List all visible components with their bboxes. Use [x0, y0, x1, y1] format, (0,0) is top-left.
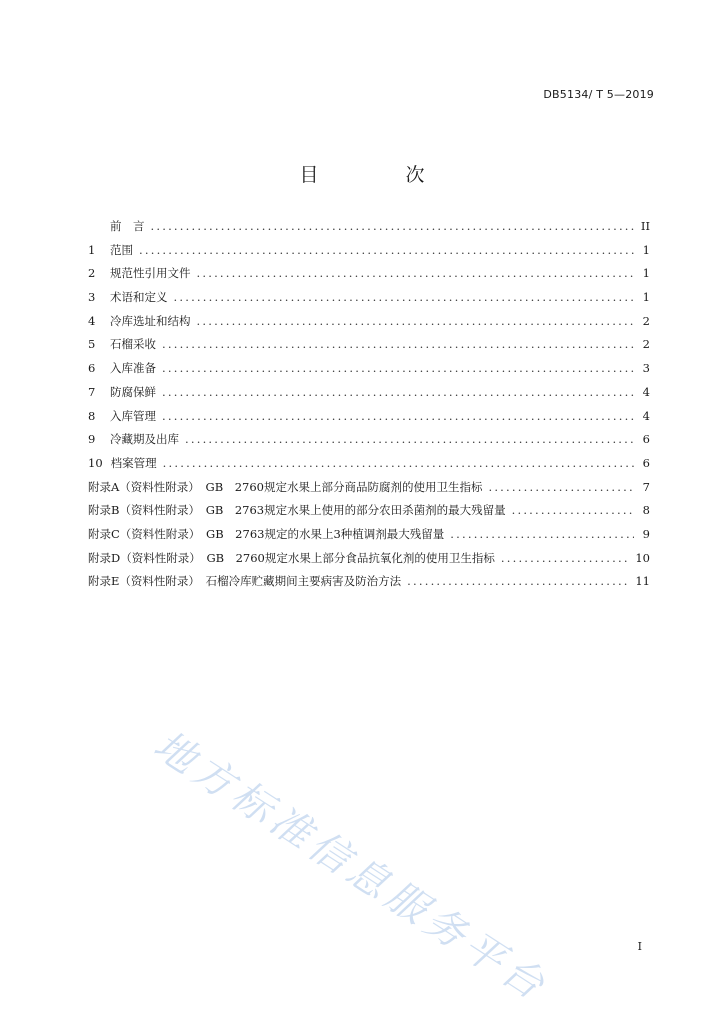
- toc-entry-page: 11: [635, 574, 650, 589]
- toc-entry-label: 规范性引用文件: [110, 266, 191, 281]
- toc-dot-leader: [197, 266, 635, 280]
- toc-entry-label: 防腐保鲜: [110, 384, 156, 399]
- toc-entry-page: 6: [642, 455, 650, 470]
- toc-entry-label: 附录C（资料性附录） GB 2763规定的水果上3种植调剂最大残留量: [88, 526, 445, 541]
- toc-entry-appendix[interactable]: [88, 573, 650, 597]
- toc-dot-leader: [163, 456, 634, 470]
- toc-dot-leader: [174, 290, 635, 304]
- toc-entry-page: 1: [642, 266, 650, 281]
- toc-entry-number: 7: [88, 384, 96, 399]
- toc-entry-number: 6: [88, 361, 96, 376]
- toc-entry-page: 4: [642, 384, 650, 399]
- toc-dot-leader: [162, 337, 634, 351]
- toc-entry-page: 2: [642, 313, 650, 328]
- document-code: DB5134/ T 5—2019: [543, 88, 654, 101]
- toc-entry-number: 2: [88, 266, 96, 281]
- toc-entry[interactable]: [88, 336, 650, 360]
- toc-entry-label: 冷藏期及出库: [110, 432, 179, 447]
- toc-entry-label: 附录B（资料性附录） GB 2763规定水果上使用的部分农田杀菌剂的最大残留量: [88, 503, 506, 518]
- toc-entry-appendix[interactable]: [88, 479, 650, 503]
- toc-entry-appendix[interactable]: [88, 526, 650, 550]
- toc-entry-page: 6: [642, 432, 650, 447]
- toc-entry-label: 范围: [110, 242, 133, 257]
- toc-entry[interactable]: [88, 455, 650, 479]
- toc-entry[interactable]: [88, 242, 650, 266]
- toc-dot-leader: [185, 432, 634, 446]
- toc-entry-appendix[interactable]: [88, 502, 650, 526]
- toc-dot-leader: [488, 480, 634, 494]
- toc-entry-label: 前 言: [110, 219, 145, 233]
- toc-entry-number: 5: [88, 337, 96, 352]
- toc-entry-label: 术语和定义: [110, 290, 168, 305]
- toc-dot-leader: [162, 361, 634, 375]
- table-of-contents: [88, 218, 650, 597]
- toc-entry-label: 附录A（资料性附录） GB 2760规定水果上部分商品防腐剂的使用卫生指标: [88, 479, 483, 494]
- toc-entry[interactable]: [88, 265, 650, 289]
- watermark-text: 地方标准信息服务平台: [145, 722, 557, 1012]
- toc-dot-leader: [501, 551, 629, 565]
- toc-entry-page: II: [640, 219, 650, 233]
- toc-dot-leader: [512, 503, 634, 517]
- toc-entry-label: 附录E（资料性附录） 石榴冷库贮藏期间主要病害及防治方法: [88, 574, 402, 589]
- toc-entry[interactable]: [88, 408, 650, 432]
- toc-dot-leader: [450, 527, 634, 541]
- toc-dot-leader: [407, 574, 629, 588]
- toc-entry-number: 10: [88, 455, 103, 470]
- toc-dot-leader: [197, 314, 635, 328]
- toc-dot-leader: [162, 385, 634, 399]
- toc-entry-page: 3: [642, 361, 650, 376]
- toc-entry[interactable]: [88, 360, 650, 384]
- toc-entry-number: 9: [88, 432, 96, 447]
- toc-entry-label: 附录D（资料性附录） GB 2760规定水果上部分食品抗氧化剂的使用卫生指标: [88, 550, 495, 565]
- toc-entry[interactable]: [88, 313, 650, 337]
- page-title: 目 次: [299, 164, 459, 186]
- toc-dot-leader: [151, 219, 635, 233]
- toc-entry-page: 9: [642, 526, 650, 541]
- toc-entry-label: 入库准备: [110, 361, 156, 376]
- toc-entry-page: 1: [642, 290, 650, 305]
- toc-dot-leader: [162, 409, 634, 423]
- toc-entry-label: 档案管理: [110, 455, 157, 470]
- toc-entry-appendix[interactable]: [88, 550, 650, 574]
- toc-entry-page: 7: [642, 479, 650, 494]
- toc-entry-page: 8: [642, 503, 650, 518]
- toc-entry-page: 2: [642, 337, 650, 352]
- toc-entry-number: 8: [88, 408, 96, 423]
- toc-dot-leader: [139, 243, 634, 257]
- toc-entry[interactable]: [88, 384, 650, 408]
- toc-entry-page: 10: [635, 550, 650, 565]
- toc-entry-label: 入库管理: [110, 408, 156, 423]
- toc-entry[interactable]: [88, 218, 650, 242]
- toc-entry-number: 3: [88, 290, 96, 305]
- toc-entry-label: 冷库选址和结构: [110, 313, 191, 328]
- toc-entry-number: 4: [88, 313, 96, 328]
- toc-entry[interactable]: [88, 431, 650, 455]
- toc-entry-number: 1: [88, 242, 96, 257]
- page-number: I: [637, 940, 642, 953]
- toc-entry-label: 石榴采收: [110, 337, 156, 352]
- toc-entry-page: 1: [642, 242, 650, 257]
- toc-entry[interactable]: [88, 289, 650, 313]
- toc-entry-page: 4: [642, 408, 650, 423]
